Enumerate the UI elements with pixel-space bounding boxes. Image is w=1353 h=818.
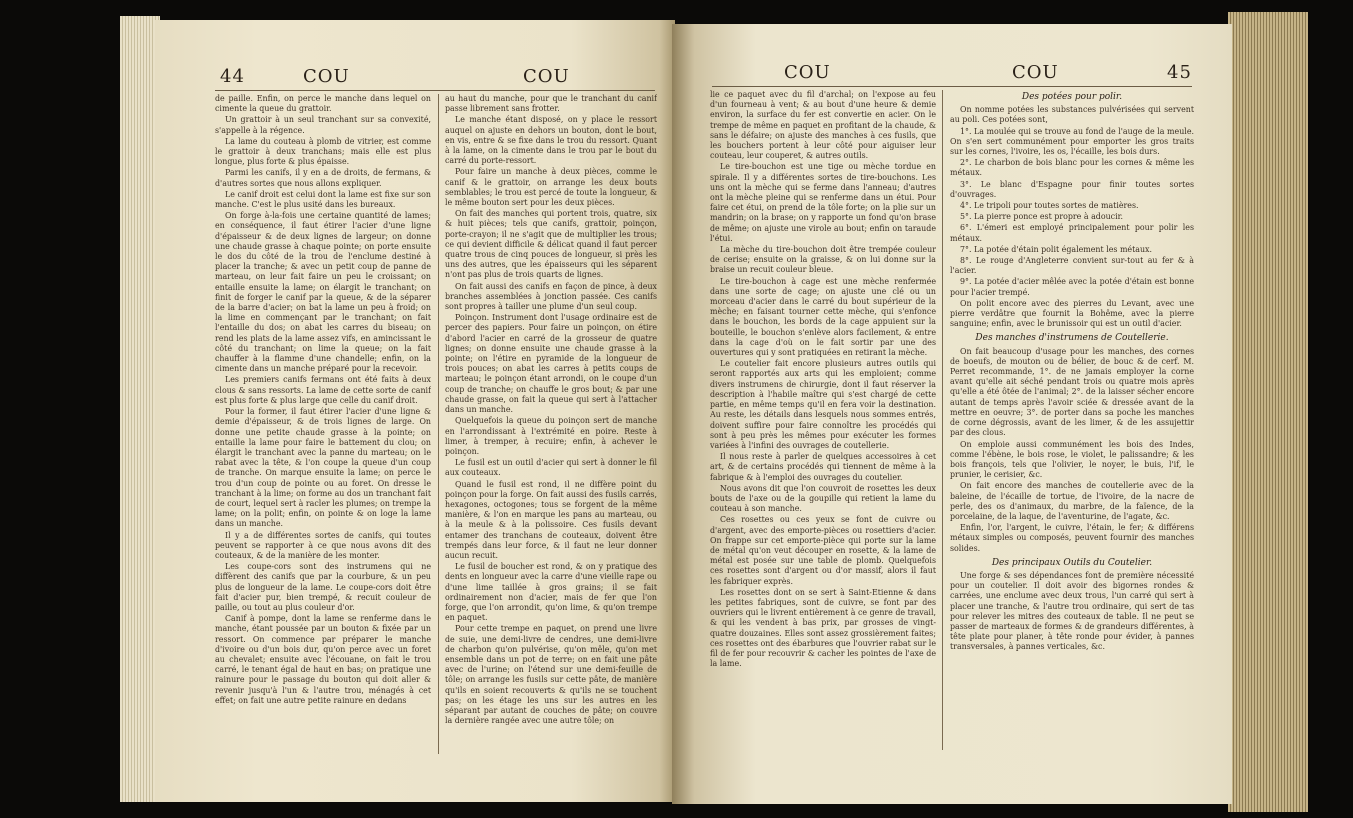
paragraph: Les rosettes dont on se sert à Saint-Etienne & dans les petites fabriques, sont de cuivre, se font par des ouvriers qui le livrent entièrement à ce genre de travail, & qui les vendent à bas prix, par grosses de vingt-quatre douzaines. Elles sont assez grossièrement faites; ces rosettes ont des ébarbures que l'ouvrier rabat sur le fil de fer pour recouvrir & cacher les pointes de l'axe de la lame.: [710, 587, 936, 669]
paragraph: lie ce paquet avec du fil d'archal; on l'expose au feu d'un fourneau à vent; & au bout d'une heure & demie environ, la surface du fer est convertie en acier. On le trempe de même en paquet en profitant de la chaude, & sans le défaire; on ajuste des manches à ces fusils, que les bouchers portent à leur côté pour aiguiser leur couteau, leur couperet, & autres outils.: [710, 90, 936, 161]
paragraph: La lame du couteau à plomb de vitrier, est comme le grattoir à deux tranchans; mais elle est plus longue, plus forte & plus épaisse.: [215, 136, 431, 167]
paragraph: Le fusil est un outil d'acier qui sert à donner le fil aux couteaux.: [445, 458, 657, 478]
left-column-1: [215, 94, 431, 789]
paragraph: 9°. La potée d'acier mêlée avec la potée d'étain est bonne pour l'acier trempé.: [950, 277, 1194, 297]
left-head-rule: [215, 90, 655, 91]
left-headword-2: COU: [523, 66, 570, 87]
right-page-number: 45: [1167, 62, 1192, 83]
paragraph: Un grattoir à un seul tranchant sur sa convexité, s'appelle à la régence.: [215, 115, 431, 135]
paragraph: Le tire-bouchon à cage est une mèche renfermée dans une sorte de cage; on ajuste une clé ou un morceau d'acier dans le carré du bout supérieur de la mèche; en faisant tourner cette mèche, qui s'enfonce dans le bouchon, les bords de la cage appuient sur la bouteille, le bouchon s'enlève alors facilement, & entre dans la cage d'où on le fait sortir par une des ouvertures qui y sont pratiquées en retirant la mèche.: [710, 276, 936, 358]
paragraph: au haut du manche, pour que le tranchant du canif passe librement sans frotter.: [445, 94, 657, 114]
paragraph: On fait encore des manches de coutellerie avec de la baleine, de l'écaille de tortue, de l'ivoire, de la nacre de perle, des os d'animaux, du marbre, de la faïence, de la porcelaine, de la laque, de l'aventurine, de l'agate, &c.: [950, 481, 1194, 521]
paragraph: Le canif droit est celui dont la lame est fixe sur son manche. C'est le plus usité dans les bureaux.: [215, 189, 431, 210]
paragraph: On emploie aussi communément les bois des Indes, comme l'ébène, le bois rose, le violet, le palissandre; & les bois françois, tels que l'olivier, le noyer, le buis, l'if, le prunier, le cerisier, &c.: [950, 439, 1194, 480]
paragraph: Parmi les canifs, il y en a de droits, de fermans, & d'autres sortes que nous allons expliquer.: [215, 168, 431, 188]
paragraph: Le tire-bouchon est une tige ou mèche tordue en spirale. Il y a différentes sortes de tire-bouchons. Les uns ont la mèche qui se ferme dans l'anneau; d'autres ont la mèche pleine qui se renferme dans un étui. Pour faire cet étui, on prend de la tôle forte; on la plie sur un mandrin; on la brase; on y rapporte un fond qu'on brase de même; on ajuste une virole au bout; enfin on taraude l'étui.: [710, 162, 936, 243]
section-heading-manches: Des manches d'instrumens de Coutellerie.: [975, 333, 1169, 344]
right-headword-1: COU: [784, 62, 831, 83]
left-page-edges: [120, 16, 160, 802]
paragraph: Les coupe-cors sont des instrumens qui ne diffèrent des canifs que par la courbure, & un peu plus de longueur de la lame. Le coupe-cors doit être fait d'acier pur, bien trempé, & recuit couleur de paille, ou tout au plus couleur d'or.: [215, 562, 431, 612]
right-column-1: [710, 90, 936, 790]
paragraph: Pour cette trempe en paquet, on prend une livre de suie, une demi-livre de cendres, une demi-livre de charbon qu'on pulvérise, qu'on mêle, qu'on met ensemble dans un pot de terre; on en fait une pâte avec de l'urine; on l'étend sur une demi-feuille de tôle; on arrange les fusils sur cette pâte, de manière qu'ils en soient recouverts & qu'ils ne se touchent pas; on les étage les uns sur les autres en les séparant par autant de couches de pâte; on couvre la dernière rangée avec une autre tôle; on: [445, 624, 657, 726]
right-head-rule: [712, 86, 1192, 87]
paragraph: La mèche du tire-bouchon doit être trempée couleur de cerise; ensuite on la graisse, & on lui donne sur la braise un recuit couleur bleue.: [710, 245, 936, 275]
section-heading-outils: Des principaux Outils du Coutelier.: [991, 557, 1153, 568]
paragraph: Poinçon. Instrument dont l'usage ordinaire est de percer des papiers. Pour faire un poinçon, on étire d'abord l'acier en carré de la grosseur de quatre lignes; on donne ensuite une chaude grasse à la pointe; on l'étire en pyramide de la longueur de trois pouces; on abat les carres à petits coups de marteau; le poinçon étant arrondi, on le coupe d'un coup de tranche; on chauffe le gros bout; & par une chaude grasse, on fait la queue qui sert à l'attacher dans un manche.: [445, 313, 657, 415]
left-page-number: 44: [220, 66, 245, 87]
left-page: [155, 20, 675, 802]
paragraph: On nomme potées les substances pulvérisées qui servent au poli. Ces potées sont,: [950, 105, 1194, 125]
paragraph: On fait beaucoup d'usage pour les manches, des cornes de boeufs, de mouton ou de bélier, de bouc & de cerf. M. Perret recommande, 1°. de ne jamais employer la corne avant qu'elle ait séché pendant trois ou quatre mois après qu'elle a été ôtée de l'animal; 2°. de la laisser sécher encore autant de temps après l'avoir sciée & dressée avant de la mettre en oeuvre; 3°. de porter dans sa poche les manches de corne dégrossis, avant de les limer, & de les assujettir par des clous.: [950, 346, 1194, 438]
paragraph: Canif à pompe, dont la lame se renferme dans le manche, étant poussée par un bouton & fixée par un ressort. On commence par préparer le manche d'ivoire ou d'un bois dur, qu'on perce avec un foret au chevalet; ensuite avec l'écouane, on fait le trou carré, le tenant égal de haut en bas; on pratique une rainure pour le passage du bouton qui doit aller & revenir jusqu'à l'un & l'autre trou, ménagés à cet effet; on fait une autre petite rainure en dedans: [215, 614, 431, 705]
paragraph: 6°. L'émeri est employé principalement pour polir les métaux.: [950, 223, 1194, 243]
paragraph: 7°. La potée d'étain polit également les métaux.: [960, 244, 1153, 254]
paragraph: 2°. Le charbon de bois blanc pour les cornes & même les métaux.: [950, 158, 1194, 178]
right-page: [672, 24, 1232, 804]
left-headword-1: COU: [303, 66, 350, 87]
left-column-divider: [438, 94, 439, 754]
paragraph: Pour la former, il faut étirer l'acier d'une ligne & demie d'épaisseur, & de trois lignes de large. On donne une petite chaude grasse à la pointe; on entaille la lame pour faire le battement du clou; on élargit le tranchant avec la panne du marteau; on le rabat avec la tête, & l'on coupe la queue d'un coup de tranche. On marque ensuite la lame; on perce le trou d'un coup de pointe ou au foret. On dresse le tranchant à la lime; on forme au dos un tranchant fait de court, lequel sert à racler les plumes; on trempe la lame; on la polit; enfin, on pointe & on loge la lame dans un manche.: [215, 407, 431, 529]
section-heading-potees: Des potées pour polir.: [1021, 92, 1123, 102]
paragraph: 5°. La pierre ponce est propre à adoucir.: [960, 212, 1124, 222]
right-page-edges: [1228, 12, 1308, 812]
paragraph: Il y a de différentes sortes de canifs, qui toutes peuvent se rapporter à ce que nous avons dit des couteaux, & de la manière de les monter.: [215, 530, 431, 560]
paragraph: Une forge & ses dépendances font de première nécessité pour un coutelier. Il doit avoir des bigornes rondes & carrées, une enclume avec deux trous, l'un carré qui sert à placer une tranche, & l'autre trou ordinaire, qui sert de tas pour relever les mitres des couteaux de table. Il ne peut se passer de marteaux de formes & de grandeurs différentes, à tête plate pour planer, à tête ronde pour évider, à pannes transversales, à pannes verticales, &c.: [950, 570, 1194, 652]
paragraph: Quelquefois la queue du poinçon sert de manche en l'arrondissant à l'extrémité en poire. Reste à limer, à tremper, à recuire; enfin, à achever le poinçon.: [445, 416, 657, 456]
paragraph: 8°. Le rouge d'Angleterre convient sur-tout au fer & à l'acier.: [950, 256, 1194, 276]
right-column-2: [950, 88, 1194, 790]
paragraph: Les premiers canifs fermans ont été faits à deux clous & sans ressorts. La lame de cette sorte de canif est plus forte & plus large que celle du canif droit.: [215, 375, 431, 405]
right-headword-2: COU: [1012, 62, 1059, 83]
paragraph: On polit encore avec des pierres du Levant, avec une pierre verdâtre que fournit la Bohême, avec la pierre sanguine; enfin, avec le brunissoir qui est un outil d'acier.: [950, 298, 1194, 329]
paragraph: Enfin, l'or, l'argent, le cuivre, l'étain, le fer; & différens métaux simples ou composés, peuvent fournir des manches solides.: [950, 523, 1194, 553]
paragraph: Il nous reste à parler de quelques accessoires à cet art, & de certains procédés qui tiennent de même à la fabrique & à l'emploi des ouvrages du coutelier.: [710, 452, 936, 482]
right-column-divider: [942, 90, 943, 750]
left-column-2: [445, 94, 657, 789]
paragraph: Nous avons dit que l'on couvroit de rosettes les deux bouts de l'axe ou de la goupille qui retient la lame du couteau à son manche.: [710, 483, 936, 514]
paragraph: 1°. La moulée qui se trouve au fond de l'auge de la meule. On s'en sert communément pour emporter les gros traits sur les cornes, l'ivoire, les os, l'écaille, les bois durs.: [950, 126, 1194, 157]
paragraph: Quand le fusil est rond, il ne diffère point du poinçon pour la forge. On fait aussi des fusils carrés, hexagones, octogones; tous se forgent de la même manière, & l'on en marque les pans au marteau, ou à la meule & à la polissoire. Ces fusils devant entamer des tranchans de couteaux, doivent être trempés dans leur force, & il faut ne leur donner aucun recuit.: [445, 479, 657, 560]
paragraph: On fait des manches qui portent trois, quatre, six & huit pièces; tels que canifs, grattoir, poinçon, porte-crayon; il ne s'agit que de multiplier les trous; ce qui devient difficile & délicat quand il faut percer quatre trous de cinq pouces de longueur, si près les uns des autres, que les épaisseurs qui les séparent n'ont pas plus de trois quarts de lignes.: [445, 209, 657, 280]
paragraph: Le fusil de boucher est rond, & on y pratique des dents en longueur avec la carre d'une vieille rape ou d'une lime taillée à gros grains; il se fait ordinairement non d'acier, mais de fer que l'on forge, que l'on arrondit, qu'on lime, & qu'on trempe en paquet.: [445, 562, 657, 623]
paragraph: On fait aussi des canifs en façon de pince, à deux branches assemblées à jonction passée. Ces canifs sont propres à tailler une plume d'un seul coup.: [445, 281, 657, 312]
paragraph: 3°. Le blanc d'Espagne pour finir toutes sortes d'ouvrages.: [950, 179, 1194, 199]
paragraph: de paille. Enfin, on perce le manche dans lequel on cimente la queue du grattoir.: [215, 94, 431, 114]
paragraph: 4°. Le tripoli pour toutes sortes de matières.: [960, 201, 1139, 211]
paragraph: Ces rosettes ou ces yeux se font de cuivre ou d'argent, avec des emporte-pièces ou rosettiers d'acier. On frappe sur cet emporte-pièce qui porte sur la lame de métal qu'on veut découper en rosette, & la lame de métal est posée sur une table de plomb. Quelquefois ces rosettes sont d'argent ou d'or massif, alors il faut les fabriquer exprès.: [710, 515, 936, 586]
paragraph: On forge à-la-fois une certaine quantité de lames; en conséquence, il faut étirer l'acier d'une ligne d'épaisseur & de deux lignes de largeur; on donne une chaude grasse à chaque pointe; on porte ensuite le dos du côté de la trou de l'enclume destiné à placer la tranche; & avec un petit coup de panne de marteau, on leur fait faire un peu le croissant; on entaille ensuite la lame; on élargit le tranchant; on finit de forger le canif par la queue, & de la séparer de la barre d'acier; on bat la lame un peu à froid; on la lime en commençant par le tranchant; on fait l'entaille du dos; on abat les carres du biseau; on rend les plats de la lame assez vifs, en amincissant le côté du tranchant; on lime la queue; on la fait chauffer à la flamme d'une chandelle; enfin, on la cimente dans un manche préparé pour la recevoir.: [215, 211, 431, 374]
paragraph: Le manche étant disposé, on y place le ressort auquel on ajuste en dehors un bouton, dont le bout, en vis, entre & se fixe dans le trou du ressort. Quant à la lame, on la cimente dans le trou par le bout du carré du porte-ressort.: [445, 115, 657, 166]
paragraph: Le coutelier fait encore plusieurs autres outils qui seront rapportés aux arts qui les emploient; comme divers instrumens de chirurgie, dont il faut réserver la description à l'habile maître qui s'est chargé de cette partie, en même temps qu'il en fera voir la destination. Au reste, les détails dans lesquels nous sommes entrés, doivent suffire pour faire connoître les procédés qui sont à peu près les mêmes pour exécuter les formes variées à l'infini des ouvrages de coutellerie.: [710, 359, 936, 450]
paragraph: Pour faire un manche à deux pièces, comme le canif & le grattoir, on arrange les deux bouts semblables; le trou est percé de toute la longueur, & le même bouton sert pour les deux pièces.: [445, 167, 657, 208]
